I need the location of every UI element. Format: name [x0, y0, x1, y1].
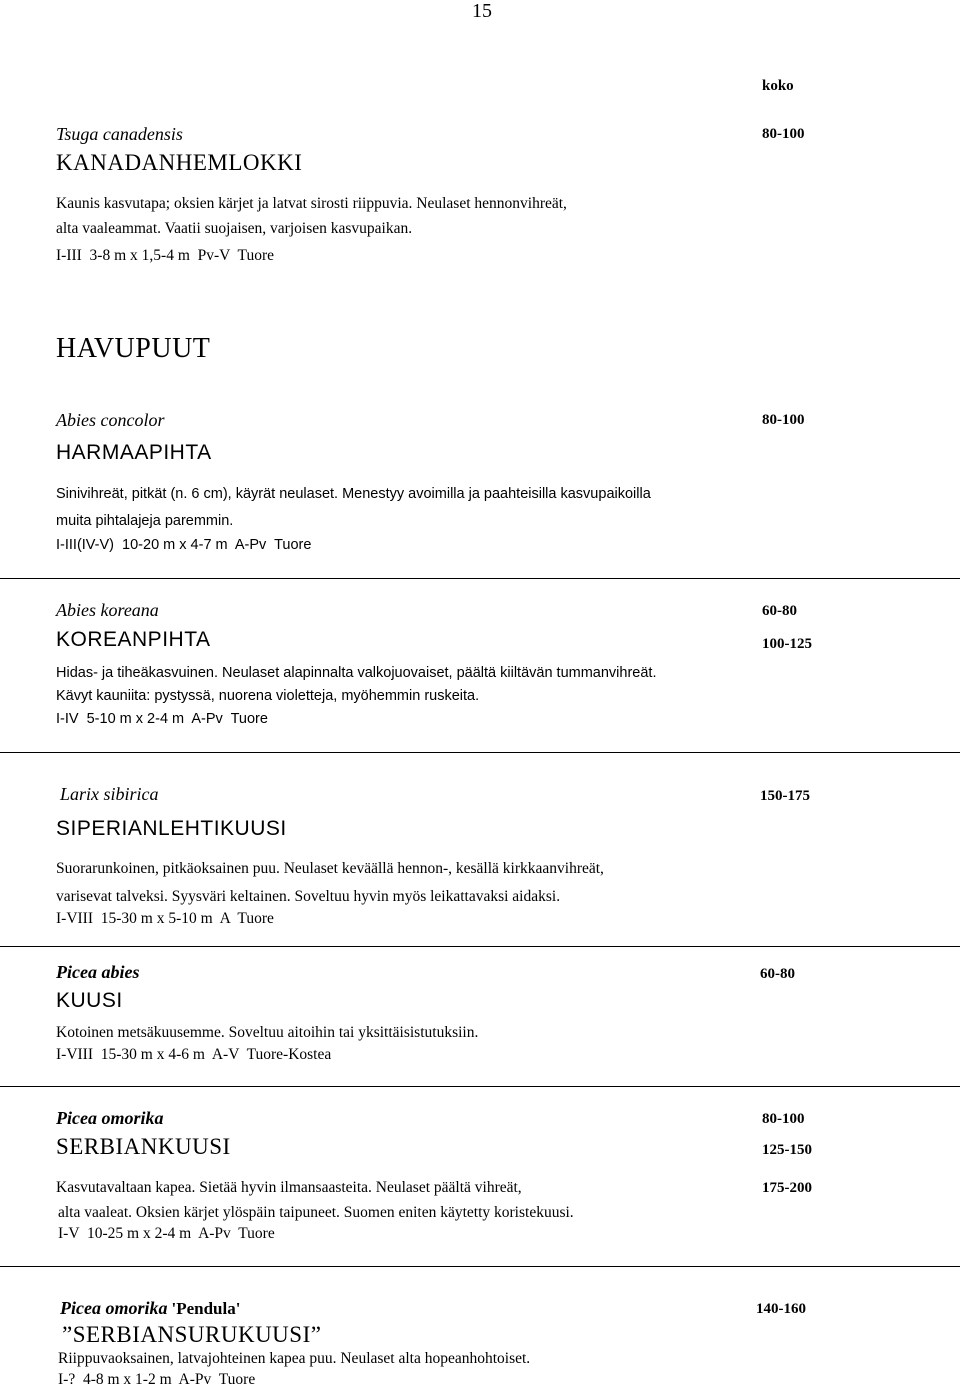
divider	[0, 946, 960, 947]
description-line: Hidas- ja tiheäkasvuinen. Neulaset alapinnalta valkojuovaiset, päältä kiiltävän tummanvihreät.	[56, 665, 657, 681]
description-line: Kasvutavaltaan kapea. Sietää hyvin ilmansaasteita. Neulaset päältä vihreät,	[56, 1179, 522, 1196]
latin-name: Picea omorika	[56, 1108, 164, 1128]
growth-spec: I-III(IV-V) 10-20 m x 4-7 m A-Pv Tuore	[56, 537, 312, 553]
size-range: 175-200	[762, 1180, 812, 1196]
size-range: 80-100	[762, 126, 805, 142]
growth-spec: I-VIII 15-30 m x 4-6 m A-V Tuore-Kostea	[56, 1046, 332, 1063]
common-name: SIPERIANLEHTIKUUSI	[56, 817, 287, 840]
divider	[0, 752, 960, 753]
growth-spec: I-? 4-8 m x 1-2 m A-Pv Tuore	[58, 1371, 256, 1388]
description-line: Sinivihreät, pitkät (n. 6 cm), käyrät neulaset. Menestyy avoimilla ja paahteisilla kasvupaikoilla	[56, 486, 651, 502]
description-line: Kävyt kauniita: pystyssä, nuorena violetteja, myöhemmin ruskeita.	[56, 688, 480, 704]
latin-name: Picea omorika	[60, 1298, 168, 1318]
latin-name: Tsuga canadensis	[56, 124, 183, 144]
size-range: 60-80	[760, 966, 795, 982]
size-range: 80-100	[762, 412, 805, 428]
size-range: 80-100	[762, 1111, 805, 1127]
description-line: varisevat talveksi. Syysväri keltainen. Soveltuu hyvin myös leikattavaksi aidaksi.	[56, 888, 561, 905]
divider	[0, 578, 960, 579]
latin-name-line	[60, 1298, 240, 1319]
common-name: KUUSI	[56, 989, 123, 1012]
common-name: SERBIANKUUSI	[56, 1134, 231, 1159]
latin-name: Abies koreana	[56, 600, 159, 620]
description-line: alta vaaleammat. Vaatii suojaisen, varjoisen kasvupaikan.	[56, 220, 413, 237]
description-line: muita pihtalajeja paremmin.	[56, 513, 234, 529]
divider	[0, 1266, 960, 1267]
common-name: KOREANPIHTA	[56, 628, 211, 651]
size-range: 60-80	[762, 603, 797, 619]
divider	[0, 1086, 960, 1087]
growth-spec: I-III 3-8 m x 1,5-4 m Pv-V Tuore	[56, 247, 274, 264]
description-line: Suorarunkoinen, pitkäoksainen puu. Neulaset keväällä hennon-, kesällä kirkkaanvihreät,	[56, 860, 604, 877]
size-range: 140-160	[756, 1301, 806, 1317]
growth-spec: I-V 10-25 m x 2-4 m A-Pv Tuore	[58, 1225, 275, 1242]
size-column-header: koko	[762, 78, 794, 94]
description-line: alta vaaleat. Oksien kärjet ylöspäin taipuneet. Suomen eniten käytetty koristekuusi.	[58, 1204, 574, 1221]
latin-name: Larix sibirica	[60, 784, 159, 804]
cultivar-name: 'Pendula'	[171, 1299, 241, 1318]
common-name: KANADANHEMLOKKI	[56, 150, 303, 175]
size-range: 125-150	[762, 1142, 812, 1158]
page-number: 15	[472, 0, 492, 22]
description-line: Kotoinen metsäkuusemme. Soveltuu aitoihin tai yksittäisistutuksiin.	[56, 1024, 479, 1041]
latin-name: Picea abies	[56, 962, 140, 982]
common-name: ”SERBIANSURUKUUSI”	[62, 1322, 322, 1347]
common-name: HARMAAPIHTA	[56, 441, 212, 464]
size-range: 100-125	[762, 636, 812, 652]
description-line: Kaunis kasvutapa; oksien kärjet ja latvat sirosti riippuvia. Neulaset hennonvihreät,	[56, 195, 567, 212]
description-line: Riippuvaoksainen, latvajohteinen kapea puu. Neulaset alta hopeanhohtoiset.	[58, 1350, 531, 1367]
size-range: 150-175	[760, 788, 810, 804]
growth-spec: I-VIII 15-30 m x 5-10 m A Tuore	[56, 910, 274, 927]
growth-spec: I-IV 5-10 m x 2-4 m A-Pv Tuore	[56, 711, 268, 727]
latin-name: Abies concolor	[56, 410, 165, 430]
section-title: HAVUPUUT	[56, 333, 211, 364]
